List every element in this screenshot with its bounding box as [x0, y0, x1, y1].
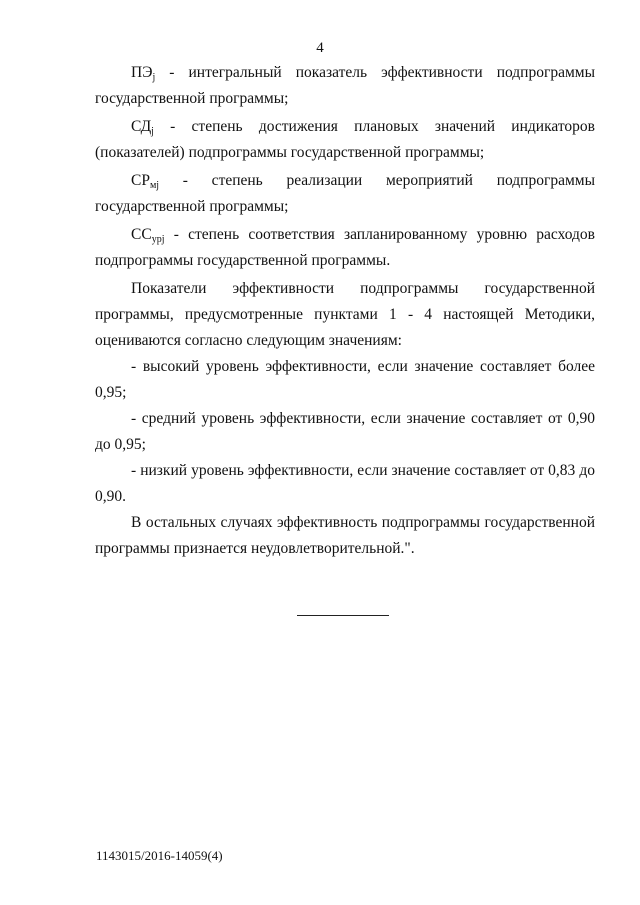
- definition-text-3: - степень реализации мероприятий подпрограммы государственной программы;: [95, 172, 595, 215]
- divider-line: [297, 615, 389, 616]
- level-low: - низкий уровень эффективности, если значение составляет от 0,83 до 0,90.: [95, 462, 595, 505]
- conclusion-paragraph: В остальных случаях эффективность подпрограммы государственной программы признается неудовлетворительной.".: [95, 514, 595, 557]
- term-ss-subscript: урj: [151, 234, 165, 245]
- definition-text-2: - степень достижения плановых значений индикаторов (показателей) подпрограммы государственной программы;: [95, 118, 595, 161]
- footer-document-code: 1143015/2016-14059(4): [96, 848, 223, 863]
- definition-paragraph-1: [95, 60, 595, 112]
- definition-text-4: - степень соответствия запланированному уровню расходов подпрограммы государственной программы.: [95, 226, 595, 269]
- term-sd-subscript: j: [151, 126, 154, 137]
- term-sd: СД: [131, 118, 152, 135]
- level-high: - высокий уровень эффективности, если значение составляет более 0,95;: [95, 358, 595, 401]
- term-pe: ПЭ: [131, 64, 153, 81]
- document-body: [95, 60, 595, 562]
- term-pe-subscript: j: [152, 72, 156, 83]
- definition-paragraph-4: [95, 222, 595, 274]
- definition-text-1: - интегральный показатель эффективности подпрограммы государственной программы;: [95, 64, 595, 107]
- page-number: 4: [316, 40, 324, 56]
- level-medium: - средний уровень эффективности, если значение составляет от 0,90 до 0,95;: [95, 410, 595, 453]
- term-sr-subscript: мj: [149, 180, 160, 191]
- term-ss: СС: [131, 226, 152, 243]
- intro-paragraph: Показатели эффективности подпрограммы государственной программы, предусмотренные пунктами 1 - 4 настоящей Методики, оцениваются согласно следующим значениям:: [95, 280, 595, 349]
- term-sr: СР: [131, 172, 150, 189]
- definition-paragraph-3: [95, 168, 595, 220]
- definition-paragraph-2: [95, 114, 595, 166]
